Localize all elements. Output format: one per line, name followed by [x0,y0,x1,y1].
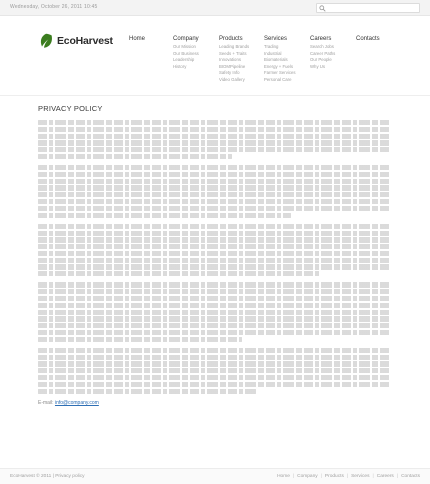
nav-careers [310,34,335,70]
nav-sub-link[interactable]: Leadership [173,57,195,63]
paragraph-placeholder [38,165,390,218]
nav-sub-link[interactable]: Leading Brands [219,44,250,49]
nav-sub-link[interactable]: History [173,63,187,69]
nav-home [129,34,145,44]
paragraph-placeholder [38,120,390,159]
nav-sub-link[interactable]: Energy + Fuels [264,63,294,69]
nav-sub-link[interactable]: Trading [264,44,279,49]
leaf-icon [38,33,54,49]
nav-sub-link[interactable]: Video Gallery [219,76,245,82]
search-input[interactable] [328,4,418,12]
nav-contacts [356,34,380,44]
logo[interactable] [38,34,113,48]
nav-sub-link[interactable]: Safety Info [219,70,240,76]
nav-sub-link[interactable]: Seeds + Traits [219,50,247,56]
top-bar [0,0,430,16]
page-title: PRIVACY POLICY [38,104,103,113]
site-footer [0,468,430,484]
footer-link-company[interactable]: Company [297,474,318,479]
main-content [38,104,390,406]
nav-sub-link[interactable]: Career Paths [310,50,336,56]
current-date: Wednesday, October 26, 2011 10:45 [10,4,98,10]
nav-link-contacts[interactable]: Contacts [356,36,380,42]
contact-email-row [38,400,390,406]
site-header [0,16,430,96]
paragraph-placeholder [38,348,390,394]
paragraph-placeholder [38,224,390,277]
copyright-text: EcoHarvest © 2011 | Privacy policy [10,474,85,479]
nav-products [219,34,249,84]
nav-company [173,34,199,70]
footer-link-careers[interactable]: Careers [376,474,394,479]
nav-link-services[interactable]: Services [264,36,288,42]
nav-link-products[interactable]: Products [219,36,243,42]
nav-sub-link[interactable]: Biomaterials [264,57,288,63]
paragraph-placeholder [38,282,390,341]
nav-sub-link[interactable]: Our Mission [173,44,196,49]
nav-link-home[interactable]: Home [129,36,146,42]
search-icon [319,5,326,12]
nav-sub-link[interactable]: Industrial [264,50,282,56]
footer-link-products[interactable]: Products [324,474,344,479]
search-box[interactable] [316,3,420,13]
footer-link-services[interactable]: Services [351,474,370,479]
nav-link-careers[interactable]: Careers [310,36,332,42]
nav-sub-link[interactable]: Our People [310,57,332,63]
nav-sub-link[interactable]: BIOMPipeline [219,63,246,69]
email-link[interactable]: info@company.com [54,399,99,406]
footer-link-home[interactable]: Home [277,474,290,479]
nav-link-company[interactable]: Company [173,36,199,42]
nav-sub-link[interactable]: Why Us [310,63,326,69]
footer-links: Home | Company | Products | Services | Careers | Contacts [277,474,420,479]
footer-link-contacts[interactable]: Contacts [401,474,420,479]
nav-services [264,34,296,84]
nav-sub-link[interactable]: Our Business [173,50,199,56]
nav-sub-link[interactable]: Search Jobs [310,44,334,49]
nav-sub-link[interactable]: Personal Care [264,76,292,82]
email-label: E-mail: [38,399,54,406]
nav-sub-link[interactable]: Farmer Services [264,70,296,76]
nav-sub-link[interactable]: Innovations [219,57,241,63]
brand-name: EcoHarvest [57,35,113,47]
